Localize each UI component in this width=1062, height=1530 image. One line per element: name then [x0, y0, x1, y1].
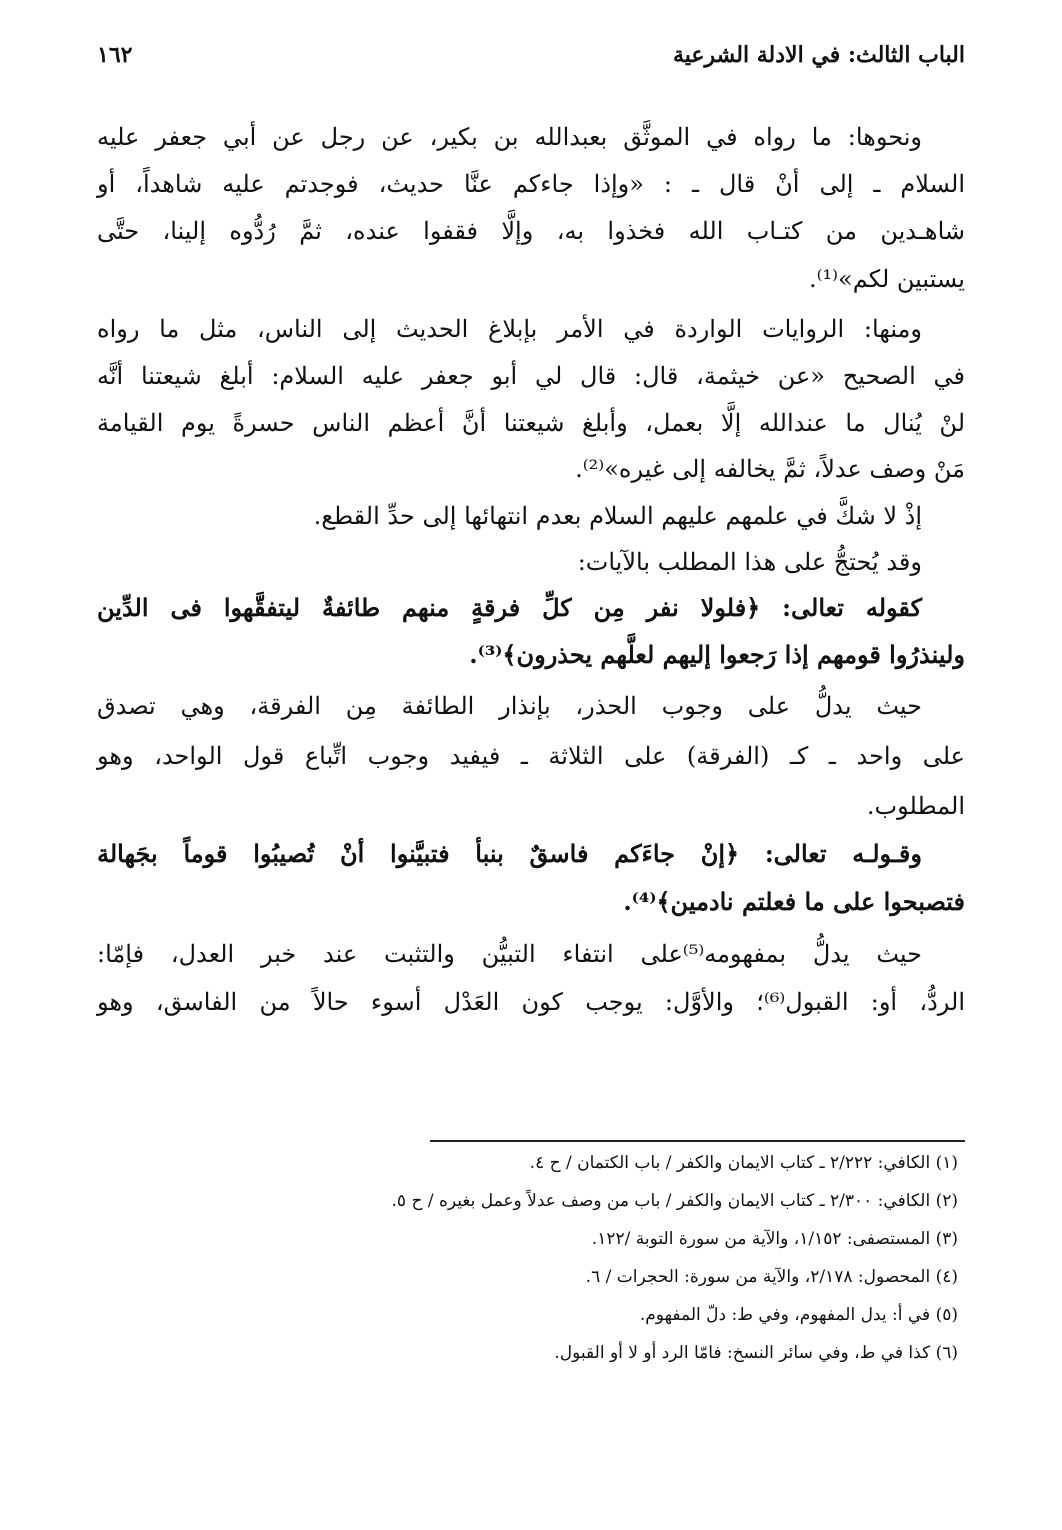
- text-line: على واحد ـ كـ (الفرقة) على الثلاثة ـ فيفيد وجوب اتِّباع قول الواحد، وهو: [97, 742, 965, 770]
- text-line: وقـولـه تعالى: ﴿إنْ جاءَكم فاسقٌ بنبأ فتبيَّنوا أنْ تُصيبُوا قوماً بجَهالة: [97, 839, 922, 868]
- text-line: السلام ـ إلى أنْ قال ـ : «وإذا جاءكم عنَّا حديث، فوجدتم عليه شاهداً، أو: [97, 170, 965, 198]
- text-line: مَنْ وصف عدلاً، ثمَّ يخالفه إلى غيره»⁽²⁾.: [575, 455, 965, 483]
- footnote: (٤) المحصول: ٢/١٧٨، والآية من سورة: الحجرات / ٦.: [585, 1267, 958, 1287]
- text-line: ومنها: الروايات الواردة في الأمر بإبلاغ الحديث إلى الناس، مثل ما رواه: [97, 315, 922, 343]
- text-line: المطلوب.: [866, 792, 965, 820]
- text-line: ولينذرُوا قومهم إذا رَجعوا إليهم لعلَّهم يحذرون﴾⁽³⁾.: [469, 640, 965, 669]
- page-number: ١٦٢: [97, 42, 133, 68]
- text-line: في الصحيح «عن خيثمة، قال: قال لي أبو جعفر عليه السلام: أبلغ شيعتنا أنَّه: [97, 362, 965, 390]
- text-line: يستبين لكم»⁽¹⁾.: [809, 265, 965, 293]
- footnote: (١) الكافي: ٢/٢٢٢ ـ كتاب الايمان والكفر / باب الكتمان / ح ٤.: [529, 1153, 958, 1173]
- text-line: كقوله تعالى: ﴿فلولا نفر مِن كلِّ فرقةٍ منهم طائفةٌ ليتفقَّهوا فى الدِّين: [97, 593, 922, 622]
- text-line: شاهـدين من كتـاب الله فخذوا به، وإلَّا فقفوا عنده، ثمَّ رُدُّوه إلينا، حتَّى: [97, 217, 965, 245]
- text-line: فتصبحوا على ما فعلتم نادمين﴾⁽⁴⁾.: [623, 887, 965, 916]
- text-line: لنْ يُنال ما عندالله إلَّا بعمل، وأبلغ شيعتنا أنَّ أعظم الناس حسرةً يوم القيامة: [97, 409, 965, 437]
- text-line: الردُّ، أو: القبول⁽⁶⁾؛ والأوَّل: يوجب كون العَدْل أسوء حالاً من الفاسق، وهو: [97, 988, 965, 1016]
- chapter-header: الباب الثالث: في الادلة الشرعية: [672, 42, 965, 68]
- footnote: (٥) في أ: يدل المفهوم، وفي ط: دلّ المفهوم.: [639, 1305, 958, 1325]
- text-line: وقد يُحتجُّ على هذا المطلب بالآيات:: [577, 548, 922, 576]
- text-line: إذْ لا شكَّ في علمهم عليهم السلام بعدم انتهائها إلى حدِّ القطع.: [313, 502, 922, 530]
- footnote: (٦) كذا في ط، وفي سائر النسخ: فامّا الرد أو لا أو القبول.: [554, 1343, 958, 1363]
- footnote: (٣) المستصفى: ١/١٥٢، والآية من سورة التوبة /١٢٢.: [591, 1229, 958, 1249]
- footnote-separator: [430, 1140, 965, 1142]
- text-line: حيث يدلُّ على وجوب الحذر، بإنذار الطائفة مِن الفرقة، وهي تصدق: [97, 692, 922, 720]
- text-line: حيث يدلُّ بمفهومه⁽⁵⁾على انتفاء التبيُّن والتثبت عند خبر العدل، فإمّا:: [97, 940, 923, 968]
- footnote: (٢) الكافي: ٢/٣٠٠ ـ كتاب الايمان والكفر / باب من وصف عدلاً وعمل بغيره / ح ٥.: [391, 1191, 958, 1211]
- text-line: ونحوها: ما رواه في الموثَّق بعبدالله بن بكير، عن رجل عن أبي جعفر عليه: [97, 123, 922, 151]
